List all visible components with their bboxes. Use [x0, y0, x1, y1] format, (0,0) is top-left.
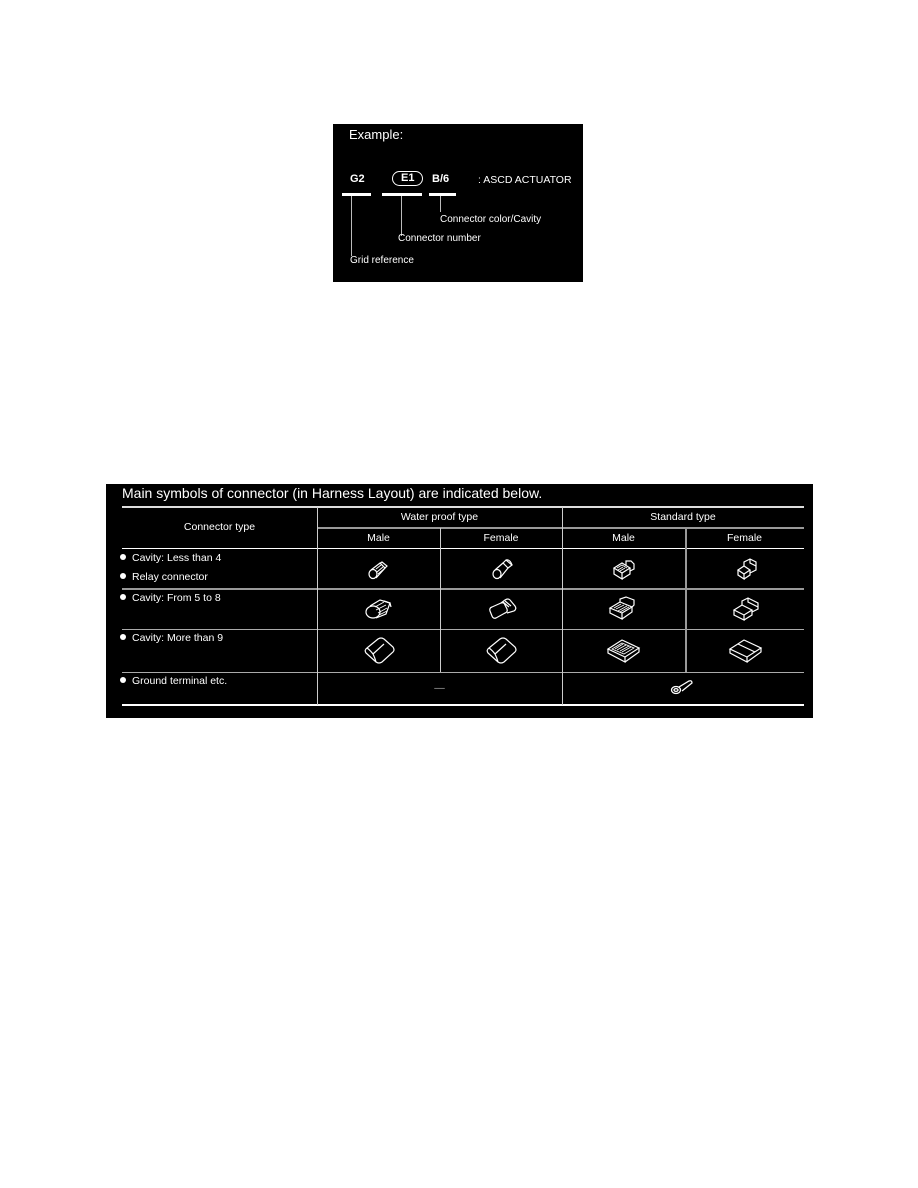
connector-code: E1 [392, 171, 423, 186]
connector-symbols-figure [106, 484, 813, 718]
connector-leader [401, 196, 402, 236]
header-waterproof-type: Water proof type [400, 511, 479, 523]
waterproof-female-large-icon [485, 636, 519, 666]
ground-terminal-icon [670, 679, 694, 695]
standard-female-medium-icon [732, 596, 762, 622]
color-cavity-underline [429, 193, 456, 196]
bullet-icon [120, 554, 126, 560]
standard-male-large-icon [606, 636, 642, 664]
row-1-rule [122, 588, 804, 590]
example-figure [333, 124, 583, 282]
header-wp-male: Male [367, 532, 390, 544]
row-2-rule [122, 629, 804, 630]
group-header-rule [317, 527, 804, 529]
waterproof-male-medium-icon [364, 597, 394, 621]
waterproof-ground-value: — [434, 682, 445, 694]
row-3-item-1: Cavity: More than 9 [120, 632, 223, 644]
connector-description: : ASCD ACTUATOR [478, 174, 572, 186]
connector-number-label: Connector number [398, 233, 481, 244]
header-std-female: Female [726, 532, 762, 544]
header-wp-female: Female [483, 532, 519, 544]
standard-female-large-icon [728, 636, 764, 664]
color-cavity-code: B/6 [432, 173, 450, 185]
example-title: Example: [349, 127, 404, 142]
grid-underline [342, 193, 371, 196]
col-divider-wp [440, 528, 441, 672]
grid-code: G2 [350, 173, 365, 185]
waterproof-male-small-icon [367, 560, 391, 580]
header-std-male: Male [612, 532, 635, 544]
row-4-item-1: Ground terminal etc. [120, 675, 227, 687]
figure-heading: Main symbols of connector (in Harness Layout) are indicated below. [122, 485, 543, 501]
standard-female-small-icon [736, 558, 760, 580]
waterproof-female-small-icon [491, 558, 515, 580]
bullet-icon [120, 634, 126, 640]
header-connector-type: Connector type [183, 521, 256, 533]
header-bottom-rule [122, 548, 804, 549]
color-cavity-label: Connector color/Cavity [440, 214, 542, 225]
standard-male-small-icon [612, 558, 636, 580]
row-2-item-1: Cavity: From 5 to 8 [120, 592, 221, 604]
col-divider-std [685, 528, 687, 672]
waterproof-female-medium-icon [487, 597, 519, 623]
row-1-item-1: Cavity: Less than 4 [120, 552, 221, 564]
bullet-icon [120, 573, 126, 579]
bullet-icon [120, 594, 126, 600]
bullet-icon [120, 677, 126, 683]
grid-reference-label: Grid reference [350, 255, 414, 266]
grid-leader [351, 196, 352, 256]
row-3-rule [122, 672, 804, 673]
connector-underline [382, 193, 422, 196]
color-cavity-leader [440, 196, 441, 212]
header-standard-type: Standard type [650, 511, 716, 523]
waterproof-male-large-icon [363, 636, 397, 666]
standard-male-medium-icon [608, 596, 638, 622]
top-rule [122, 506, 804, 508]
bottom-rule [122, 704, 804, 706]
row-1-item-2: Relay connector [120, 571, 208, 583]
